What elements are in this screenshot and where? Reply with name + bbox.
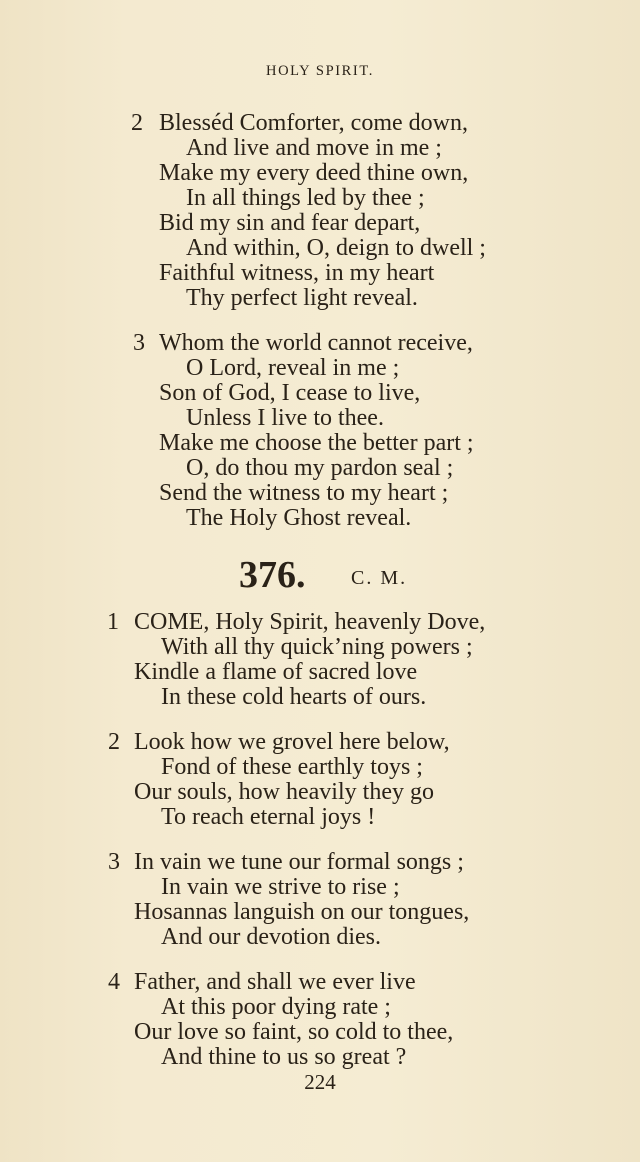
hymn-number: 376.: [239, 554, 306, 596]
verse-line: Faithful witness, in my heart: [159, 260, 435, 286]
verse-line: Whom the world cannot receive,: [159, 330, 473, 356]
verse-line: At this poor dying rate ;: [161, 994, 391, 1020]
verse-line: Bid my sin and fear depart,: [159, 210, 421, 236]
verse-line: With all thy quick’ning powers ;: [161, 634, 473, 660]
verse-line: Thy perfect light reveal.: [186, 285, 418, 311]
verse-line: Fond of these earthly toys ;: [161, 754, 423, 780]
verse-number: 4: [108, 969, 120, 995]
verse-line: And thine to us so great ?: [161, 1044, 407, 1070]
verse-number: 2: [131, 110, 143, 136]
verse-line: In vain we strive to rise ;: [161, 874, 400, 900]
verse-line: Kindle a flame of sacred love: [134, 659, 418, 685]
verse-line: O, do thou my pardon seal ;: [186, 455, 454, 481]
verse-line: Hosannas languish on our tongues,: [134, 899, 470, 925]
verse-line: Make my every deed thine own,: [159, 160, 469, 186]
running-header: HOLY SPIRIT.: [266, 63, 374, 79]
verse-line: And within, O, deign to dwell ;: [186, 235, 486, 261]
verse-number: 1: [107, 609, 119, 635]
verse-line: Father, and shall we ever live: [134, 969, 416, 995]
verse-line: Look how we grovel here below,: [134, 729, 450, 755]
verse-line: Send the witness to my heart ;: [159, 480, 449, 506]
verse-line: Our souls, how heavily they go: [134, 779, 434, 805]
page-number: 224: [304, 1070, 336, 1094]
verse-line: Blesséd Comforter, come down,: [159, 110, 468, 136]
verse-line: Our love so faint, so cold to thee,: [134, 1019, 454, 1045]
verse-line: Unless I live to thee.: [186, 405, 384, 431]
verse-line: And our devotion dies.: [161, 924, 381, 950]
verse-line: Make me choose the better part ;: [159, 430, 474, 456]
verse-number: 3: [108, 849, 120, 875]
verse-line: Son of God, I cease to live,: [159, 380, 421, 406]
verse-line: O Lord, reveal in me ;: [186, 355, 400, 381]
verse-line: In these cold hearts of ours.: [161, 684, 427, 710]
verse-line: In vain we tune our formal songs ;: [134, 849, 464, 875]
verse-line: And live and move in me ;: [186, 135, 442, 161]
hymn-meter: C. M.: [351, 567, 408, 589]
verse-line: The Holy Ghost reveal.: [186, 505, 412, 531]
verse-line: To reach eternal joys !: [161, 804, 376, 830]
verse-line: COME, Holy Spirit, heavenly Dove,: [134, 609, 486, 635]
verse-number: 3: [133, 330, 145, 356]
verse-number: 2: [108, 729, 120, 755]
verse-line: In all things led by thee ;: [186, 185, 425, 211]
